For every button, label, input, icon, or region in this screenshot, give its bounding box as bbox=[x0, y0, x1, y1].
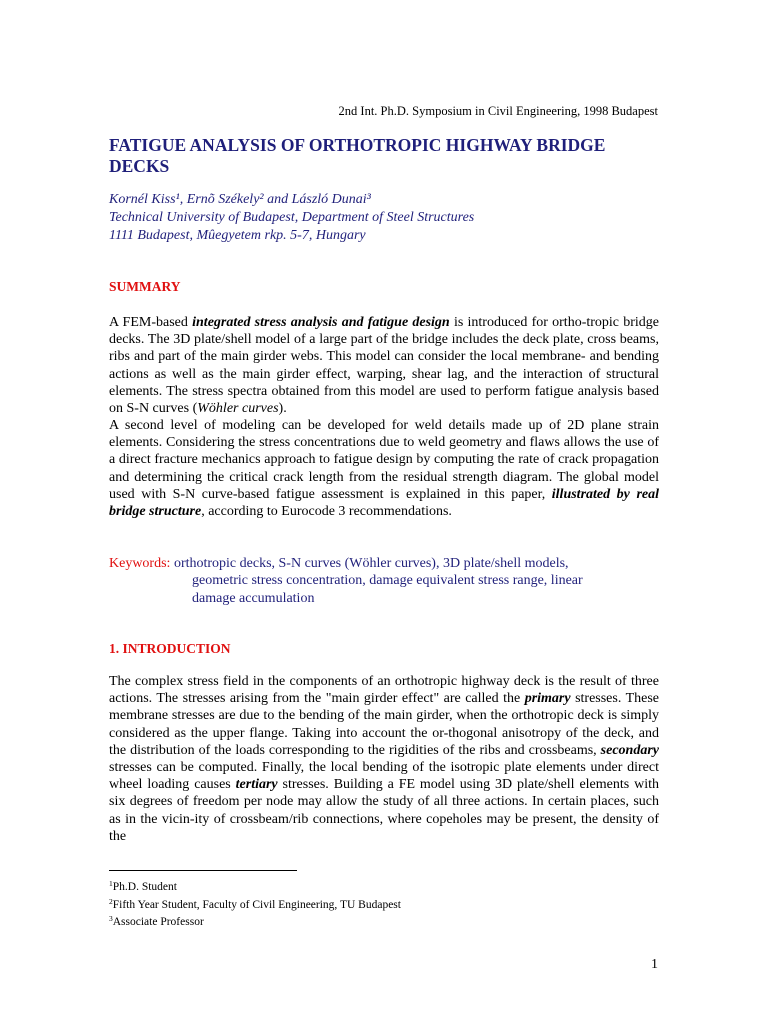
introduction-paragraph bbox=[109, 673, 659, 845]
footnote-item bbox=[109, 895, 401, 913]
footnote-divider bbox=[109, 870, 297, 871]
footnote-mark: 2 bbox=[109, 896, 113, 906]
keywords-line-2: geometric stress concentration, damage equivalent stress range, linear bbox=[192, 573, 583, 589]
keywords-block: Keywords: orthotropic decks, S-N curves (Wöhler curves), 3D plate/shell models, geometric stress concentration, damage equivalent stress range, linear damage accumulation bbox=[109, 555, 659, 607]
intro-emphasis-primary: primary bbox=[524, 691, 571, 707]
footnote-text: Associate Professor bbox=[112, 916, 204, 928]
intro-text: stresses. Building a FE model using 3D plate/shell elements with six degrees of freedom per node may allow the study of all three actions. In certain places, such as in the vicin-ity of crossbeam/rib connections, where copeholes may be present, the density of the bbox=[109, 777, 659, 844]
footnote-text: Ph.D. Student bbox=[112, 881, 177, 893]
summary-p1-text: is introduced for ortho-tropic bridge decks. The 3D plate/shell model of a large part of the bridge includes the deck plate, cross beams, ribs and part of the main girder webs. This model can consider the local membrane- and bending actions as well as the main girder effect, warping, shear lag, and the interaction of structural elements. The stress spectra obtained from this model are used to perform fatigue analysis based on S-N curves ( bbox=[109, 315, 660, 417]
summary-p2-text: A second level of modeling can be developed for weld details made up of 2D plane strain elements. Considering the stress concentrations due to weld geometry and flaws allows the use of a direct fracture mechanics approach to fatigue design by computing the rate of crack propagation and determining the critical crack length from the residual strength diagram. The global model used with S-N curve-based fatigue assessment is explained in this paper, bbox=[109, 418, 659, 502]
author-address: 1111 Budapest, Mûegyetem rkp. 5-7, Hungary bbox=[109, 228, 366, 243]
intro-text: stresses. These membrane stresses are due to the bending of the main girder, when the orthotropic deck is simply considered as the upper flange. Taking into account the or-thogonal anisotropy of the deck, and the distribution of the loads corresponding to the rigidities of the ribs and crossbeams, bbox=[109, 691, 660, 758]
footnotes bbox=[109, 877, 401, 930]
page-number: 1 bbox=[651, 957, 658, 972]
footnote-item bbox=[109, 877, 401, 895]
summary-paragraph-2 bbox=[109, 417, 659, 520]
author-block bbox=[109, 191, 669, 245]
author-affiliation: Technical University of Budapest, Department of Steel Structures bbox=[109, 210, 475, 225]
intro-emphasis-tertiary: tertiary bbox=[235, 777, 278, 793]
intro-text: The complex stress field in the components of an orthotropic highway deck is the result of three actions. The stresses arising from the "main girder effect" are called the bbox=[109, 674, 659, 707]
author-names: Kornél Kiss¹, Ernõ Székely² and László Dunai³ bbox=[109, 192, 371, 207]
footnote-mark: 3 bbox=[109, 914, 113, 923]
keywords-label: Keywords bbox=[109, 556, 167, 571]
introduction-heading: 1. INTRODUCTION bbox=[109, 641, 231, 656]
footnote-item bbox=[109, 912, 401, 930]
keywords-line-1: orthotropic decks, S-N curves (Wöhler curves), 3D plate/shell models, bbox=[173, 556, 569, 571]
summary-p1-text: ). bbox=[278, 401, 287, 417]
footnote-text: Fifth Year Student, Faculty of Civil Engineering, TU Budapest bbox=[112, 898, 401, 911]
paper-title: FATIGUE ANALYSIS OF ORTHOTROPIC HIGHWAY BRIDGE DECKS bbox=[109, 135, 606, 176]
summary-paragraph-1 bbox=[109, 314, 659, 417]
intro-text: stresses can be computed. Finally, the local bending of the isotropic plate elements under direct wheel loading causes bbox=[109, 760, 659, 793]
summary-p2-text: , according to Eurocode 3 recommendations. bbox=[201, 504, 452, 520]
intro-emphasis-secondary: secondary bbox=[600, 742, 659, 758]
summary-p2-emphasis: illustrated by real bridge structure bbox=[109, 486, 659, 520]
summary-p1-text: A FEM-based bbox=[109, 315, 193, 330]
keywords-line-3: damage accumulation bbox=[192, 590, 315, 606]
running-header: 2nd Int. Ph.D. Symposium in Civil Engineering, 1998 Budapest bbox=[338, 104, 658, 118]
summary-p1-emphasis: integrated stress analysis and fatigue design bbox=[192, 315, 450, 330]
footnote-mark: 1 bbox=[109, 879, 113, 888]
summary-heading: SUMMARY bbox=[109, 279, 181, 294]
summary-p1-italic: Wöhler curves bbox=[197, 401, 279, 417]
